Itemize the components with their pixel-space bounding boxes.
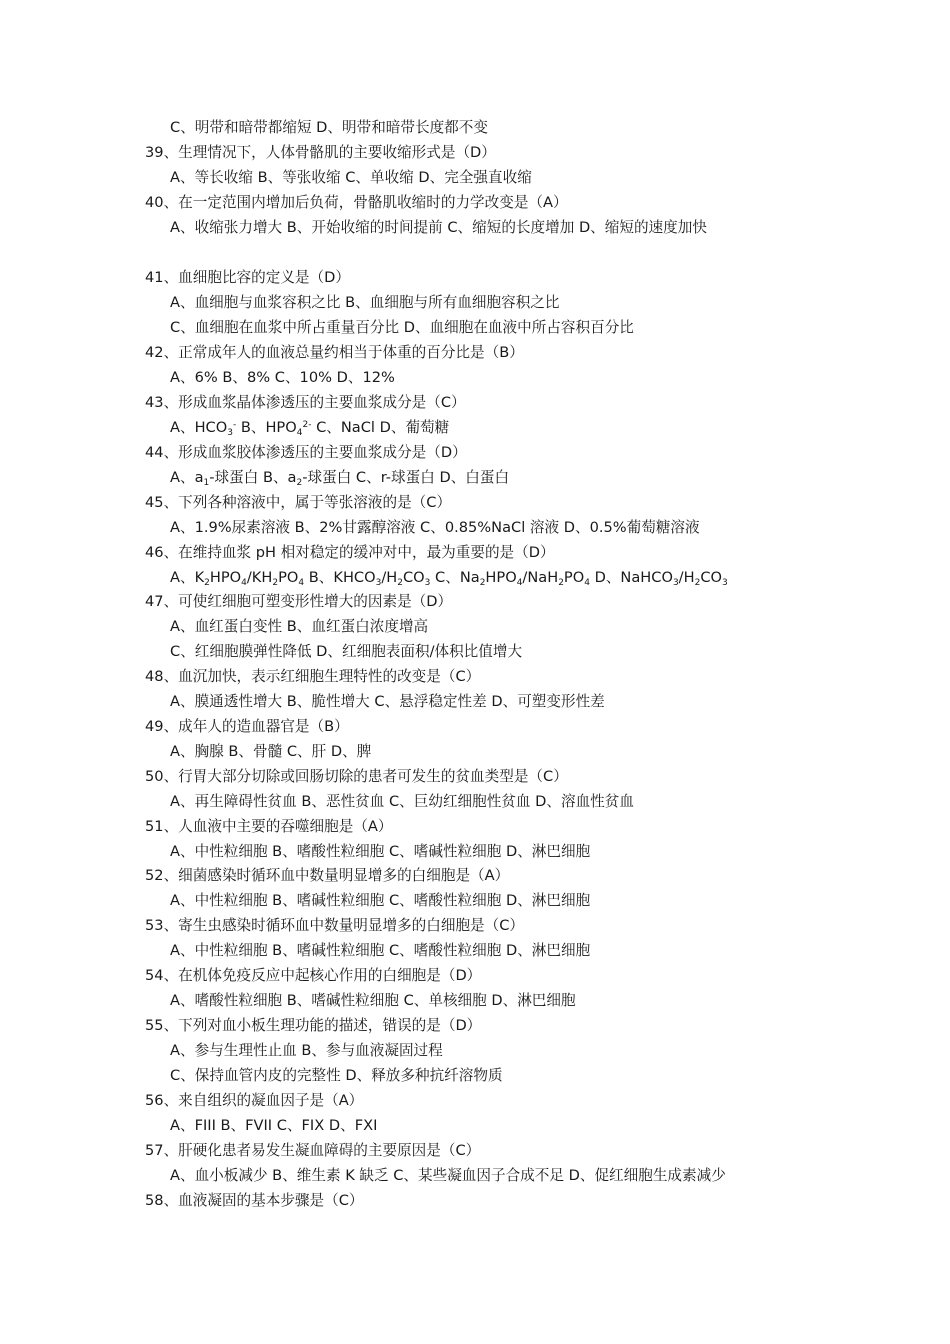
question-line: 53、寄生虫感染时循环血中数量明显增多的白细胞是（C） bbox=[145, 917, 525, 934]
answer-options-line: A、胸腺 B、骨髓 C、肝 D、脾 bbox=[170, 743, 372, 760]
question-line: 48、血沉加快，表示红细胞生理特性的改变是（C） bbox=[145, 668, 481, 685]
question-line: 39、生理情况下，人体骨骼肌的主要收缩形式是（D） bbox=[145, 144, 496, 161]
question-line: 43、形成血浆晶体渗透压的主要血浆成分是（C） bbox=[145, 394, 466, 411]
answer-options-line: A、血小板减少 B、维生素 K 缺乏 C、某些凝血因子合成不足 D、促红细胞生成素减少 bbox=[170, 1167, 726, 1184]
answer-options-line: A、参与生理性止血 B、参与血液凝固过程 bbox=[170, 1042, 443, 1059]
question-line: 52、细菌感染时循环血中数量明显增多的白细胞是（A） bbox=[145, 867, 510, 884]
question-line: 41、血细胞比容的定义是（D） bbox=[145, 269, 350, 286]
answer-options-line: A、再生障碍性贫血 B、恶性贫血 C、巨幼红细胞性贫血 D、溶血性贫血 bbox=[170, 793, 634, 810]
answer-options-line: A、血红蛋白变性 B、血红蛋白浓度增高 bbox=[170, 618, 429, 635]
answer-options-line: A、FIII B、FVII C、FIX D、FXI bbox=[170, 1117, 378, 1134]
question-line: 57、肝硬化患者易发生凝血障碍的主要原因是（C） bbox=[145, 1142, 481, 1159]
answer-options-line: A、$a_1-$球蛋白 B、$a_2-$球蛋白 C、r-球蛋白 D、白蛋白 bbox=[170, 469, 510, 488]
answer-options-line: A、等长收缩 B、等张收缩 C、单收缩 D、完全强直收缩 bbox=[170, 169, 532, 186]
question-line: 54、在机体免疫反应中起核心作用的白细胞是（D） bbox=[145, 967, 482, 984]
question-line: 42、正常成年人的血液总量约相当于体重的百分比是（B） bbox=[145, 344, 524, 361]
answer-options-line: A、$HCO_3^-$ B、$HPO_4^{2-}$ C、NaCl D、葡萄糖 bbox=[170, 419, 450, 438]
answer-options-line: A、中性粒细胞 B、嗜酸性粒细胞 C、嗜碱性粒细胞 D、淋巴细胞 bbox=[170, 843, 591, 860]
answer-options-line: A、嗜酸性粒细胞 B、嗜碱性粒细胞 C、单核细胞 D、淋巴细胞 bbox=[170, 992, 576, 1009]
question-line: 45、下列各种溶液中，属于等张溶液的是（C） bbox=[145, 494, 452, 511]
question-line: 49、成年人的造血器官是（B） bbox=[145, 718, 349, 735]
question-line: 50、行胃大部分切除或回肠切除的患者可发生的贫血类型是（C） bbox=[145, 768, 568, 785]
question-line: 44、形成血浆胶体渗透压的主要血浆成分是（D） bbox=[145, 444, 467, 461]
question-line: 51、人血液中主要的吞噬细胞是（A） bbox=[145, 818, 393, 835]
answer-options-line: A、6% B、8% C、10% D、12% bbox=[170, 369, 395, 386]
answer-options-line: A、血细胞与血浆容积之比 B、血细胞与所有血细胞容积之比 bbox=[170, 294, 560, 311]
answer-options-line: C、明带和暗带都缩短 D、明带和暗带长度都不变 bbox=[170, 119, 488, 136]
answer-options-line: C、红细胞膜弹性降低 D、红细胞表面积/体积比值增大 bbox=[170, 643, 523, 660]
question-line: 56、来自组织的凝血因子是（A） bbox=[145, 1092, 364, 1109]
question-line: 55、下列对血小板生理功能的描述，错误的是（D） bbox=[145, 1017, 482, 1034]
question-line: 47、可使红细胞可塑变形性增大的因素是（D） bbox=[145, 593, 453, 610]
answer-options-line: A、中性粒细胞 B、嗜碱性粒细胞 C、嗜酸性粒细胞 D、淋巴细胞 bbox=[170, 942, 591, 959]
answer-options-line: A、$K_2HPO_4/KH_2PO_4$ B、$KHCO_3/H_2CO_3$ C、$Na_2HPO_4/NaH_2PO_4$ D、$NaHCO_3/H_2CO_3$ bbox=[170, 569, 728, 588]
question-line: 58、血液凝固的基本步骤是（C） bbox=[145, 1192, 364, 1209]
question-line: 46、在维持血浆 pH 相对稳定的缓冲对中，最为重要的是（D） bbox=[145, 544, 555, 561]
answer-options-line: C、血细胞在血浆中所占重量百分比 D、血细胞在血液中所占容积百分比 bbox=[170, 319, 634, 336]
answer-options-line: A、收缩张力增大 B、开始收缩的时间提前 C、缩短的长度增加 D、缩短的速度加快 bbox=[170, 219, 707, 236]
answer-options-line: A、中性粒细胞 B、嗜碱性粒细胞 C、嗜酸性粒细胞 D、淋巴细胞 bbox=[170, 892, 591, 909]
answer-options-line: A、1.9%尿素溶液 B、2%甘露醇溶液 C、0.85%NaCl 溶液 D、0.5%葡萄糖溶液 bbox=[170, 519, 700, 536]
question-line: 40、在一定范围内增加后负荷，骨骼肌收缩时的力学改变是（A） bbox=[145, 194, 568, 211]
answer-options-line: A、膜通透性增大 B、脆性增大 C、悬浮稳定性差 D、可塑变形性差 bbox=[170, 693, 605, 710]
answer-options-line: C、保持血管内皮的完整性 D、释放多种抗纤溶物质 bbox=[170, 1067, 503, 1084]
